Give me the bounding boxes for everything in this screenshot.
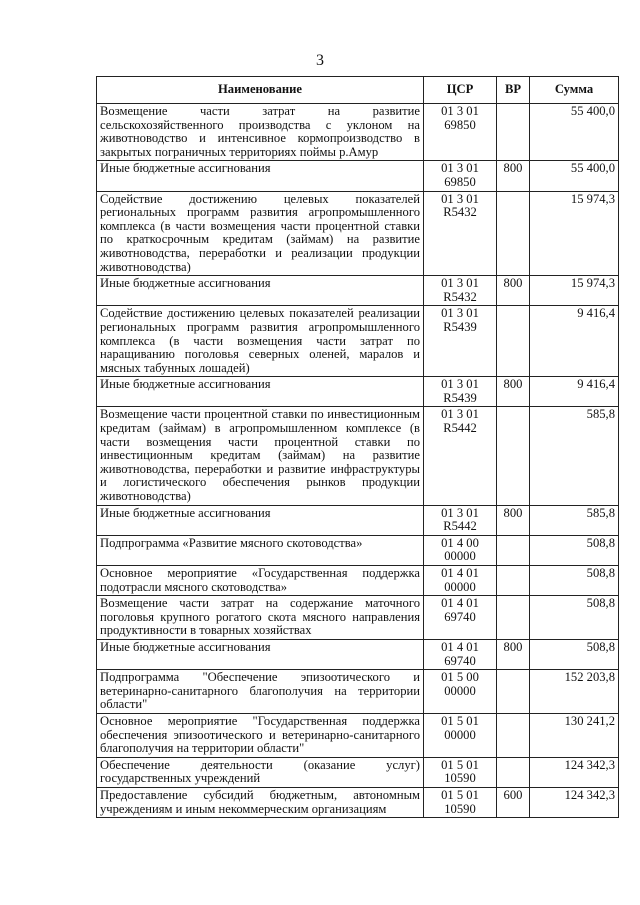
- table-row: [97, 104, 619, 161]
- row-sum: 9 416,4: [530, 377, 619, 407]
- header-name: Наименование: [97, 77, 424, 104]
- row-vr: 800: [497, 639, 530, 669]
- budget-table: [96, 76, 619, 818]
- row-csr-suffix: R5432: [443, 205, 477, 220]
- row-vr: [497, 596, 530, 640]
- table-row: [97, 505, 619, 535]
- table-row: [97, 566, 619, 596]
- table-row: [97, 407, 619, 505]
- row-csr-suffix: 10590: [444, 801, 476, 816]
- table-row: [97, 713, 619, 757]
- row-csr: [424, 104, 497, 161]
- row-sum: 508,8: [530, 639, 619, 669]
- row-csr-code: 01 3 01: [441, 407, 479, 422]
- header-sum: Сумма: [530, 77, 619, 104]
- row-csr: [424, 306, 497, 377]
- row-csr-code: 01 5 00: [441, 670, 479, 685]
- row-csr-code: 01 3 01: [441, 104, 479, 118]
- row-csr: [424, 670, 497, 714]
- table-row: [97, 757, 619, 787]
- row-csr-suffix: 00000: [444, 727, 476, 742]
- row-vr: [497, 407, 530, 505]
- row-name: Возмещение части затрат на содержание маточного поголовья крупного рогатого скота мясного направления продуктивности в товарных хозяйствах: [97, 596, 424, 640]
- header-csr: ЦСР: [424, 77, 497, 104]
- table-row: [97, 191, 619, 276]
- row-csr-suffix: 00000: [444, 579, 476, 594]
- row-name: Подпрограмма «Развитие мясного скотоводства»: [97, 535, 424, 565]
- row-sum: 508,8: [530, 596, 619, 640]
- row-name: Обеспечение деятельности (оказание услуг) государственных учреждений: [97, 757, 424, 787]
- row-sum: 152 203,8: [530, 670, 619, 714]
- row-csr-code: 01 4 00: [441, 535, 479, 550]
- row-vr: [497, 104, 530, 161]
- row-sum: 55 400,0: [530, 161, 619, 191]
- row-csr: [424, 596, 497, 640]
- row-sum: 55 400,0: [530, 104, 619, 161]
- row-csr-suffix: 69850: [444, 174, 476, 189]
- row-sum: 9 416,4: [530, 306, 619, 377]
- row-csr: [424, 535, 497, 565]
- row-csr-suffix: 00000: [444, 549, 476, 564]
- table-row: [97, 535, 619, 565]
- table-row: [97, 276, 619, 306]
- row-sum: 15 974,3: [530, 191, 619, 276]
- row-name: Предоставление субсидий бюджетным, автономным учреждениям и иным некоммерческим организациям: [97, 787, 424, 817]
- row-name: Иные бюджетные ассигнования: [97, 161, 424, 191]
- row-csr-code: 01 3 01: [441, 191, 479, 206]
- row-name: Подпрограмма "Обеспечение эпизоотического и ветеринарно-санитарного благополучия на территории области": [97, 670, 424, 714]
- row-vr: [497, 670, 530, 714]
- row-name: Иные бюджетные ассигнования: [97, 377, 424, 407]
- row-name: Иные бюджетные ассигнования: [97, 505, 424, 535]
- row-vr: 800: [497, 377, 530, 407]
- row-sum: 124 342,3: [530, 787, 619, 817]
- row-name: Основное мероприятие «Государственная поддержка подотрасли мясного скотоводства»: [97, 566, 424, 596]
- row-csr-suffix: 69740: [444, 653, 476, 668]
- row-csr-suffix: R5442: [443, 421, 477, 436]
- row-csr: [424, 639, 497, 669]
- table-row: [97, 670, 619, 714]
- row-csr-code: 01 5 01: [441, 713, 479, 728]
- row-csr: [424, 757, 497, 787]
- row-vr: [497, 757, 530, 787]
- row-csr-suffix: 10590: [444, 771, 476, 786]
- row-name: Содействие достижению целевых показателей региональных программ развития агропромышленного комплекса (в части возмещения части процентной ставки по краткосрочным кредитам (займам) на развитие животноводства, переработки и реализации продукции животноводства): [97, 191, 424, 276]
- row-name: Содействие достижению целевых показателей реализации региональных программ развития агропромышленного комплекса (в части возмещения части затрат по наращиванию поголовья северных оленей, маралов и мясных табунных лошадей): [97, 306, 424, 377]
- row-vr: 800: [497, 505, 530, 535]
- row-csr: [424, 713, 497, 757]
- table-row: [97, 596, 619, 640]
- row-csr-suffix: R5442: [443, 519, 477, 534]
- row-csr-code: 01 4 01: [441, 596, 479, 611]
- row-csr-suffix: 69740: [444, 609, 476, 624]
- table-row: [97, 377, 619, 407]
- table-row: [97, 306, 619, 377]
- table-body: [97, 104, 619, 818]
- row-csr-code: 01 4 01: [441, 639, 479, 654]
- row-sum: 585,8: [530, 505, 619, 535]
- row-name: Возмещение части затрат на развитие сельскохозяйственного производства с уклоном на животноводство и интенсивное кормопроизводство в закрытых пограничных территориях поймы р.Амур: [97, 104, 424, 161]
- row-csr: [424, 191, 497, 276]
- row-sum: 508,8: [530, 535, 619, 565]
- row-sum: 15 974,3: [530, 276, 619, 306]
- row-sum: 130 241,2: [530, 713, 619, 757]
- row-csr-suffix: R5432: [443, 289, 477, 304]
- table-row: [97, 161, 619, 191]
- row-name: Иные бюджетные ассигнования: [97, 276, 424, 306]
- row-name: Иные бюджетные ассигнования: [97, 639, 424, 669]
- row-csr: [424, 505, 497, 535]
- row-csr: [424, 407, 497, 505]
- row-vr: 800: [497, 161, 530, 191]
- row-csr-code: 01 5 01: [441, 787, 479, 802]
- row-sum: 124 342,3: [530, 757, 619, 787]
- row-csr-suffix: 00000: [444, 683, 476, 698]
- row-csr-suffix: R5439: [443, 319, 477, 334]
- row-sum: 508,8: [530, 566, 619, 596]
- row-csr-code: 01 3 01: [441, 276, 479, 291]
- table-row: [97, 639, 619, 669]
- row-csr-code: 01 3 01: [441, 377, 479, 392]
- row-csr-code: 01 3 01: [441, 306, 479, 321]
- row-vr: [497, 191, 530, 276]
- row-csr-suffix: 69850: [444, 117, 476, 132]
- row-csr: [424, 787, 497, 817]
- row-sum: 585,8: [530, 407, 619, 505]
- row-csr: [424, 377, 497, 407]
- row-vr: 800: [497, 276, 530, 306]
- row-name: Основное мероприятие "Государственная поддержка обеспечения эпизоотического и ветеринарно-санитарного благополучия на территории области": [97, 713, 424, 757]
- row-vr: [497, 713, 530, 757]
- row-csr-code: 01 3 01: [441, 161, 479, 176]
- row-csr-code: 01 5 01: [441, 757, 479, 772]
- row-csr: [424, 276, 497, 306]
- row-csr-code: 01 4 01: [441, 566, 479, 580]
- row-csr: [424, 566, 497, 596]
- page-number: 3: [316, 52, 324, 69]
- row-vr: [497, 535, 530, 565]
- row-vr: 600: [497, 787, 530, 817]
- row-csr-suffix: R5439: [443, 390, 477, 405]
- row-csr-code: 01 3 01: [441, 505, 479, 520]
- row-vr: [497, 306, 530, 377]
- row-vr: [497, 566, 530, 596]
- row-csr: [424, 161, 497, 191]
- table-header-row: [97, 77, 619, 104]
- table-row: [97, 787, 619, 817]
- header-vr: ВР: [497, 77, 530, 104]
- row-name: Возмещение части процентной ставки по инвестиционным кредитам (займам) в агропромышленном комплексе (в части возмещения части процентной ставки по инвестиционным кредитам (займам) на развитие животноводства, переработки и развитие инфраструктуры и логистического обеспечения рынков продукции животноводства): [97, 407, 424, 505]
